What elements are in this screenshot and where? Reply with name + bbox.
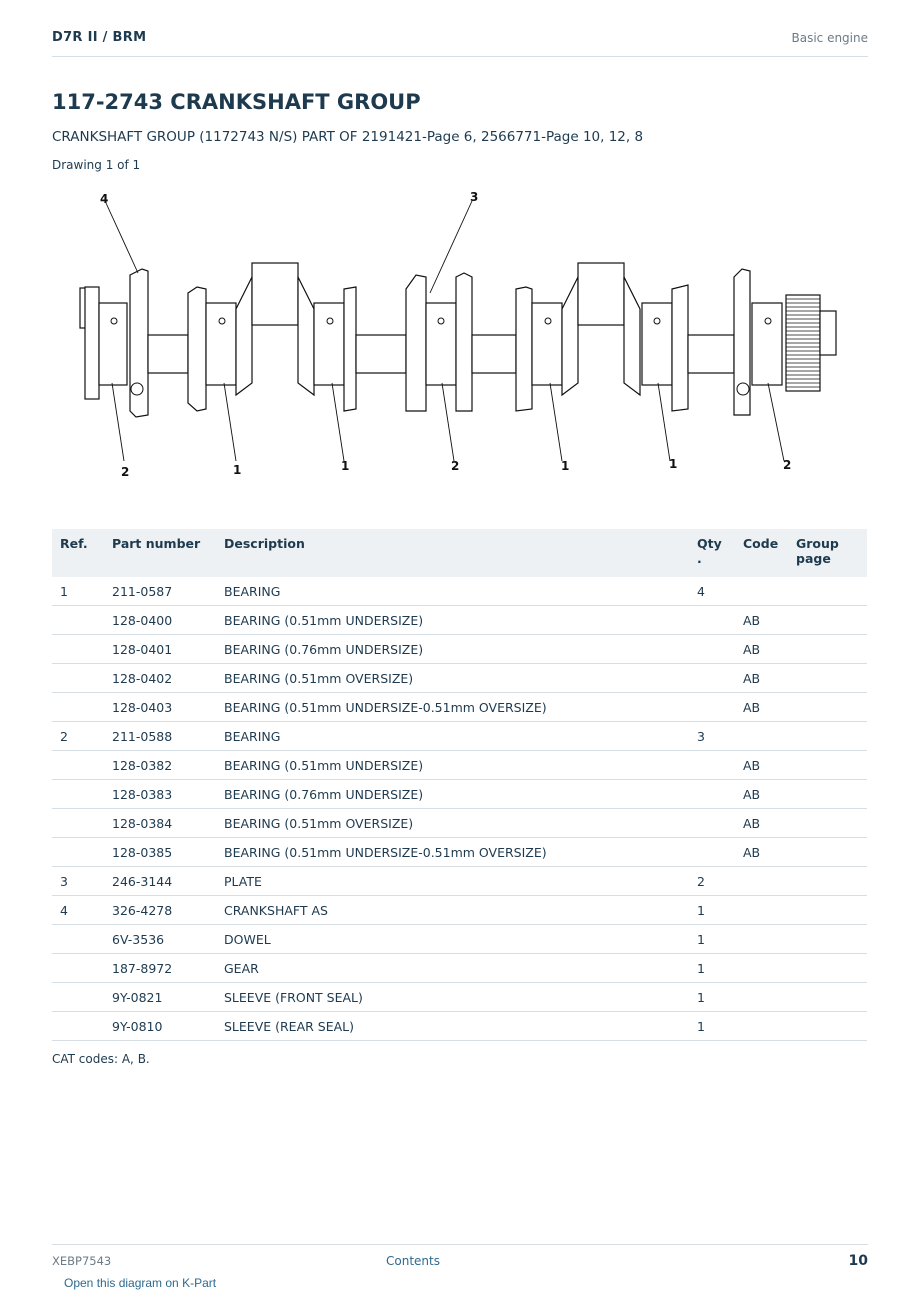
pin-6 xyxy=(688,335,734,373)
cell-qty: 1 xyxy=(691,925,737,954)
cell-description: SLEEVE (FRONT SEAL) xyxy=(218,983,691,1012)
callout-label: 1 xyxy=(669,457,678,471)
cell-part-number: 6V-3536 xyxy=(106,925,218,954)
cell-group-page xyxy=(790,838,867,867)
cell-part-number: 128-0400 xyxy=(106,606,218,635)
cell-qty xyxy=(691,838,737,867)
web-3 xyxy=(236,277,252,395)
cell-ref xyxy=(52,664,106,693)
cell-qty: 1 xyxy=(691,896,737,925)
cell-code xyxy=(737,722,790,751)
cell-qty: 1 xyxy=(691,983,737,1012)
page-header xyxy=(52,28,868,57)
cell-code xyxy=(737,1012,790,1041)
cell-group-page xyxy=(790,722,867,751)
cell-qty xyxy=(691,780,737,809)
table-row xyxy=(52,635,867,664)
callout-label: 1 xyxy=(341,459,350,473)
col-header-group-page: Group page xyxy=(790,529,867,577)
journal-1 xyxy=(99,303,127,385)
table-row xyxy=(52,606,867,635)
cell-description: BEARING (0.51mm OVERSIZE) xyxy=(218,809,691,838)
cat-codes-note: CAT codes: A, B. xyxy=(52,1052,150,1066)
crankshaft-diagram xyxy=(52,185,867,505)
table-row xyxy=(52,751,867,780)
cell-ref xyxy=(52,925,106,954)
web-4 xyxy=(298,277,314,395)
journal-6 xyxy=(642,303,672,385)
cell-part-number: 128-0401 xyxy=(106,635,218,664)
contents-link[interactable]: Contents xyxy=(386,1254,440,1268)
page-title: 117-2743 CRANKSHAFT GROUP xyxy=(52,90,421,114)
cell-ref xyxy=(52,1012,106,1041)
col-header-qty: Qty . xyxy=(691,529,737,577)
cell-ref xyxy=(52,780,106,809)
cell-qty: 1 xyxy=(691,954,737,983)
cell-group-page xyxy=(790,635,867,664)
page-number: 10 xyxy=(848,1253,868,1269)
cell-description: BEARING xyxy=(218,722,691,751)
table-row xyxy=(52,693,867,722)
cell-description: BEARING (0.51mm UNDERSIZE) xyxy=(218,606,691,635)
cell-ref: 4 xyxy=(52,896,106,925)
cell-description: CRANKSHAFT AS xyxy=(218,896,691,925)
cell-qty xyxy=(691,809,737,838)
cell-description: BEARING (0.51mm UNDERSIZE-0.51mm OVERSIZE) xyxy=(218,838,691,867)
cell-ref xyxy=(52,751,106,780)
table-row xyxy=(52,896,867,925)
web-9 xyxy=(562,277,578,395)
cell-part-number: 128-0382 xyxy=(106,751,218,780)
cell-part-number: 211-0587 xyxy=(106,577,218,606)
journal-4 xyxy=(426,303,456,385)
cell-group-page xyxy=(790,606,867,635)
cell-part-number: 128-0383 xyxy=(106,780,218,809)
table-row xyxy=(52,664,867,693)
cell-code: AB xyxy=(737,635,790,664)
table-row xyxy=(52,954,867,983)
drawing-label: Drawing 1 of 1 xyxy=(52,158,141,172)
page-footer xyxy=(52,1244,868,1279)
cell-qty xyxy=(691,693,737,722)
callout-label: 4 xyxy=(100,192,109,206)
parts-table-body xyxy=(52,577,867,1041)
cell-description: DOWEL xyxy=(218,925,691,954)
cell-code: AB xyxy=(737,838,790,867)
cell-code xyxy=(737,925,790,954)
callout-label: 1 xyxy=(561,459,570,473)
cell-qty: 4 xyxy=(691,577,737,606)
cell-code xyxy=(737,983,790,1012)
journal-7 xyxy=(752,303,782,385)
web-6 xyxy=(406,275,426,411)
cell-qty xyxy=(691,606,737,635)
table-row xyxy=(52,809,867,838)
cell-ref xyxy=(52,838,106,867)
cell-ref xyxy=(52,635,106,664)
cell-ref xyxy=(52,983,106,1012)
cell-ref: 3 xyxy=(52,867,106,896)
cell-ref xyxy=(52,693,106,722)
parts-table xyxy=(52,529,867,1041)
cell-group-page xyxy=(790,751,867,780)
callout-label: 3 xyxy=(470,190,479,204)
cell-code xyxy=(737,577,790,606)
cell-part-number: 211-0588 xyxy=(106,722,218,751)
cell-group-page xyxy=(790,983,867,1012)
cell-group-page xyxy=(790,780,867,809)
cell-part-number: 128-0384 xyxy=(106,809,218,838)
col-header-part-number: Part number xyxy=(106,529,218,577)
rear-flange xyxy=(85,287,99,399)
cell-description: BEARING (0.76mm UNDERSIZE) xyxy=(218,635,691,664)
web-11 xyxy=(672,285,688,411)
cell-ref xyxy=(52,954,106,983)
cell-part-number: 326-4278 xyxy=(106,896,218,925)
cell-code: AB xyxy=(737,693,790,722)
pin-1 xyxy=(148,335,188,373)
pin-3 xyxy=(356,335,406,373)
cell-description: PLATE xyxy=(218,867,691,896)
front-nose xyxy=(820,311,836,355)
table-row xyxy=(52,780,867,809)
table-header-row xyxy=(52,529,867,577)
table-row xyxy=(52,983,867,1012)
cell-group-page xyxy=(790,664,867,693)
cell-code xyxy=(737,896,790,925)
cell-description: BEARING (0.76mm UNDERSIZE) xyxy=(218,780,691,809)
cell-qty xyxy=(691,751,737,780)
cell-code xyxy=(737,954,790,983)
cell-description: GEAR xyxy=(218,954,691,983)
cell-ref xyxy=(52,809,106,838)
cell-qty: 1 xyxy=(691,1012,737,1041)
cell-group-page xyxy=(790,925,867,954)
col-header-ref: Ref. xyxy=(52,529,106,577)
cell-group-page xyxy=(790,896,867,925)
cell-group-page xyxy=(790,954,867,983)
col-header-description: Description xyxy=(218,529,691,577)
cell-ref: 1 xyxy=(52,577,106,606)
table-row xyxy=(52,1012,867,1041)
cell-ref: 2 xyxy=(52,722,106,751)
web-8 xyxy=(516,287,532,411)
cell-part-number: 246-3144 xyxy=(106,867,218,896)
cell-part-number: 9Y-0821 xyxy=(106,983,218,1012)
cell-qty: 3 xyxy=(691,722,737,751)
cell-group-page xyxy=(790,693,867,722)
crankshaft-drawing xyxy=(52,185,867,505)
document-id: XEBP7543 xyxy=(52,1254,112,1268)
cell-code: AB xyxy=(737,780,790,809)
cell-description: BEARING (0.51mm UNDERSIZE-0.51mm OVERSIZE) xyxy=(218,693,691,722)
pin-4 xyxy=(472,335,516,373)
cell-description: SLEEVE (REAR SEAL) xyxy=(218,1012,691,1041)
cell-part-number: 128-0403 xyxy=(106,693,218,722)
cell-ref xyxy=(52,606,106,635)
cell-description: BEARING (0.51mm UNDERSIZE) xyxy=(218,751,691,780)
table-row xyxy=(52,867,867,896)
web-7 xyxy=(456,273,472,411)
cell-description: BEARING (0.51mm OVERSIZE) xyxy=(218,664,691,693)
cell-code: AB xyxy=(737,606,790,635)
section-name: Basic engine xyxy=(791,31,868,45)
cell-code: AB xyxy=(737,751,790,780)
breadcrumb: D7R II / BRM xyxy=(52,30,147,45)
cell-qty xyxy=(691,664,737,693)
cell-qty: 2 xyxy=(691,867,737,896)
callout-label: 2 xyxy=(783,458,792,472)
cell-group-page xyxy=(790,867,867,896)
web-5 xyxy=(344,287,356,411)
kpart-link[interactable]: Open this diagram on K-Part xyxy=(64,1276,217,1290)
cell-group-page xyxy=(790,577,867,606)
col-header-code: Code xyxy=(737,529,790,577)
journal-3 xyxy=(314,303,344,385)
cell-qty xyxy=(691,635,737,664)
journal-5 xyxy=(532,303,562,385)
cell-part-number: 187-8972 xyxy=(106,954,218,983)
callout-label: 1 xyxy=(233,463,242,477)
table-row xyxy=(52,838,867,867)
cell-group-page xyxy=(790,1012,867,1041)
cell-code: AB xyxy=(737,664,790,693)
web-10 xyxy=(624,277,640,395)
cell-code xyxy=(737,867,790,896)
pin-2 xyxy=(252,263,298,325)
cell-part-number: 9Y-0810 xyxy=(106,1012,218,1041)
web-2 xyxy=(188,287,206,411)
journal-2 xyxy=(206,303,236,385)
callout-label: 2 xyxy=(121,465,130,479)
table-row xyxy=(52,925,867,954)
cell-part-number: 128-0385 xyxy=(106,838,218,867)
cell-group-page xyxy=(790,809,867,838)
cell-part-number: 128-0402 xyxy=(106,664,218,693)
cell-code: AB xyxy=(737,809,790,838)
table-row xyxy=(52,722,867,751)
page-subtitle: CRANKSHAFT GROUP (1172743 N/S) PART OF 2191421-Page 6, 2566771-Page 10, 12, 8 xyxy=(52,129,644,145)
table-row xyxy=(52,577,867,606)
callout-label: 2 xyxy=(451,459,460,473)
cell-description: BEARING xyxy=(218,577,691,606)
pin-5 xyxy=(578,263,624,325)
